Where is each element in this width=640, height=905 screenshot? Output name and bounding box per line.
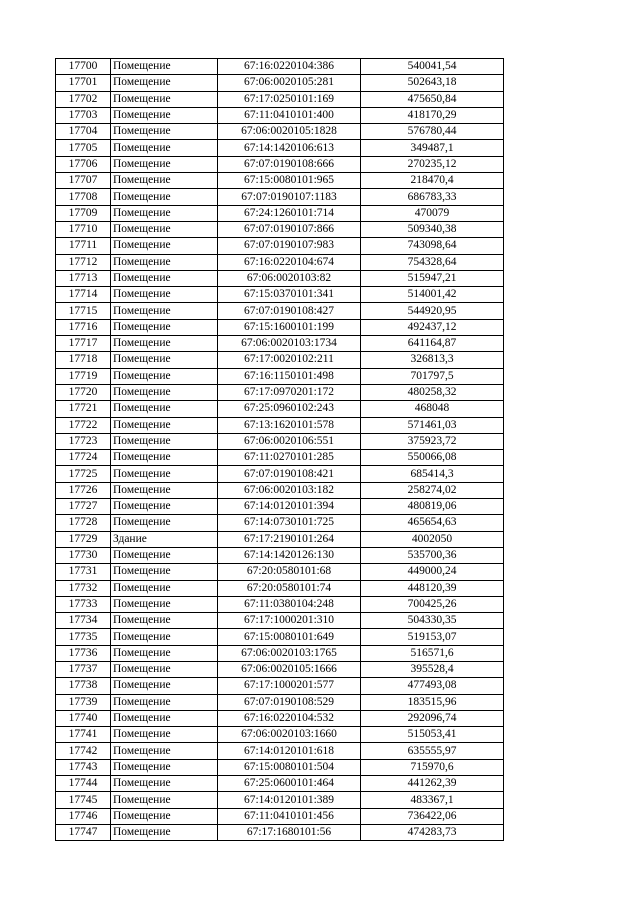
object-type-cell: Помещение [111,466,218,482]
cadastral-number-cell: 67:24:1260101:714 [218,205,361,221]
table-row [56,824,504,840]
cadastral-value-cell: 544920,95 [361,303,504,319]
table-row [56,205,504,221]
cadastral-number-cell: 67:06:0020103:1765 [218,645,361,661]
cadastral-number-cell: 67:17:2190101:264 [218,531,361,547]
object-type-cell: Помещение [111,564,218,580]
cadastral-value-cell: 502643,18 [361,75,504,91]
row-number-cell: 17723 [56,433,111,449]
row-number-cell: 17740 [56,710,111,726]
object-type-cell: Помещение [111,270,218,286]
cadastral-value-cell: 477493,08 [361,678,504,694]
object-type-cell: Помещение [111,694,218,710]
object-type-cell: Помещение [111,743,218,759]
object-type-cell: Помещение [111,727,218,743]
row-number-cell: 17725 [56,466,111,482]
cadastral-number-cell: 67:11:0410101:400 [218,107,361,123]
cadastral-value-cell: 635555,97 [361,743,504,759]
table-row [56,173,504,189]
object-type-cell: Помещение [111,401,218,417]
row-number-cell: 17727 [56,499,111,515]
cadastral-value-cell: 516571,6 [361,645,504,661]
cadastral-number-cell: 67:06:0020103:182 [218,482,361,498]
cadastral-number-cell: 67:17:1680101:56 [218,824,361,840]
table-row [56,743,504,759]
object-type-cell: Помещение [111,124,218,140]
object-type-cell: Помещение [111,580,218,596]
cadastral-number-cell: 67:07:0190108:421 [218,466,361,482]
cadastral-value-cell: 540041,54 [361,59,504,75]
cadastral-number-cell: 67:07:0190107:983 [218,238,361,254]
cadastral-number-cell: 67:15:0080101:649 [218,629,361,645]
cadastral-value-cell: 685414,3 [361,466,504,482]
object-type-cell: Помещение [111,710,218,726]
object-type-cell: Помещение [111,384,218,400]
row-number-cell: 17730 [56,547,111,563]
table-row [56,319,504,335]
cadastral-number-cell: 67:11:0410101:456 [218,808,361,824]
row-number-cell: 17708 [56,189,111,205]
cadastral-number-cell: 67:15:0080101:965 [218,173,361,189]
table-row [56,710,504,726]
cadastral-number-cell: 67:15:1600101:199 [218,319,361,335]
row-number-cell: 17718 [56,352,111,368]
row-number-cell: 17702 [56,91,111,107]
cadastral-number-cell: 67:25:0960102:243 [218,401,361,417]
table-row [56,531,504,547]
object-type-cell: Помещение [111,368,218,384]
row-number-cell: 17707 [56,173,111,189]
object-type-cell: Помещение [111,140,218,156]
cadastral-number-cell: 67:17:0970201:172 [218,384,361,400]
table-row [56,287,504,303]
object-type-cell: Помещение [111,205,218,221]
cadastral-number-cell: 67:16:0220104:386 [218,59,361,75]
table-row [56,270,504,286]
cadastral-number-cell: 67:06:0020103:1734 [218,336,361,352]
table-row [56,368,504,384]
cadastral-number-cell: 67:06:0020105:281 [218,75,361,91]
table-body [56,59,504,841]
row-number-cell: 17710 [56,221,111,237]
object-type-cell: Помещение [111,156,218,172]
object-type-cell: Помещение [111,59,218,75]
object-type-cell: Здание [111,531,218,547]
table-row [56,661,504,677]
cadastral-number-cell: 67:11:0380104:248 [218,596,361,612]
row-number-cell: 17706 [56,156,111,172]
table-row [56,759,504,775]
cadastral-value-cell: 395528,4 [361,661,504,677]
cadastral-value-cell: 468048 [361,401,504,417]
cadastral-number-cell: 67:07:0190108:666 [218,156,361,172]
cadastral-value-cell: 736422,06 [361,808,504,824]
cadastral-number-cell: 67:07:0190108:529 [218,694,361,710]
row-number-cell: 17715 [56,303,111,319]
cadastral-number-cell: 67:17:0250101:169 [218,91,361,107]
cadastral-value-cell: 515947,21 [361,270,504,286]
cadastral-value-cell: 258274,02 [361,482,504,498]
cadastral-value-cell: 483367,1 [361,792,504,808]
object-type-cell: Помещение [111,678,218,694]
cadastral-number-cell: 67:16:1150101:498 [218,368,361,384]
table-row [56,140,504,156]
cadastral-value-cell: 509340,38 [361,221,504,237]
row-number-cell: 17744 [56,776,111,792]
object-type-cell: Помещение [111,254,218,270]
object-type-cell: Помещение [111,661,218,677]
cadastral-number-cell: 67:14:1420106:613 [218,140,361,156]
cadastral-value-cell: 218470,4 [361,173,504,189]
row-number-cell: 17746 [56,808,111,824]
cadastral-number-cell: 67:15:0080101:504 [218,759,361,775]
cadastral-number-cell: 67:13:1620101:578 [218,417,361,433]
cadastral-value-cell: 4002050 [361,531,504,547]
cadastral-value-cell: 375923,72 [361,433,504,449]
row-number-cell: 17734 [56,613,111,629]
cadastral-number-cell: 67:14:0120101:389 [218,792,361,808]
row-number-cell: 17721 [56,401,111,417]
object-type-cell: Помещение [111,107,218,123]
cadastral-value-cell: 571461,03 [361,417,504,433]
cadastral-number-cell: 67:06:0020105:1828 [218,124,361,140]
cadastral-number-cell: 67:17:1000201:577 [218,678,361,694]
table-row [56,417,504,433]
table-row [56,221,504,237]
table-row [56,401,504,417]
table-row [56,352,504,368]
cadastral-number-cell: 67:06:0020103:1660 [218,727,361,743]
row-number-cell: 17714 [56,287,111,303]
object-type-cell: Помещение [111,433,218,449]
row-number-cell: 17733 [56,596,111,612]
row-number-cell: 17720 [56,384,111,400]
row-number-cell: 17719 [56,368,111,384]
cadastral-number-cell: 67:14:0120101:618 [218,743,361,759]
cadastral-value-cell: 270235,12 [361,156,504,172]
cadastral-value-cell: 448120,39 [361,580,504,596]
object-type-cell: Помещение [111,287,218,303]
cadastral-number-cell: 67:06:0020103:82 [218,270,361,286]
cadastral-value-cell: 535700,36 [361,547,504,563]
table-row [56,499,504,515]
cadastral-value-cell: 700425,26 [361,596,504,612]
table-row [56,384,504,400]
row-number-cell: 17729 [56,531,111,547]
table-row [56,450,504,466]
cadastral-number-cell: 67:17:0020102:211 [218,352,361,368]
object-type-cell: Помещение [111,596,218,612]
row-number-cell: 17704 [56,124,111,140]
cadastral-number-cell: 67:16:0220104:674 [218,254,361,270]
table-row [56,303,504,319]
cadastral-number-cell: 67:07:0190107:1183 [218,189,361,205]
row-number-cell: 17724 [56,450,111,466]
table-row [56,792,504,808]
cadastral-value-cell: 326813,3 [361,352,504,368]
object-type-cell: Помещение [111,808,218,824]
row-number-cell: 17728 [56,515,111,531]
row-number-cell: 17711 [56,238,111,254]
row-number-cell: 17736 [56,645,111,661]
cadastral-value-cell: 183515,96 [361,694,504,710]
row-number-cell: 17703 [56,107,111,123]
row-number-cell: 17700 [56,59,111,75]
cadastral-value-cell: 441262,39 [361,776,504,792]
object-type-cell: Помещение [111,482,218,498]
object-type-cell: Помещение [111,776,218,792]
cadastral-number-cell: 67:14:0730101:725 [218,515,361,531]
cadastral-value-cell: 492437,12 [361,319,504,335]
cadastral-value-cell: 519153,07 [361,629,504,645]
object-type-cell: Помещение [111,91,218,107]
cadastral-value-cell: 504330,35 [361,613,504,629]
table-row [56,107,504,123]
property-table [55,58,504,841]
object-type-cell: Помещение [111,613,218,629]
table-row [56,727,504,743]
table-row [56,808,504,824]
cadastral-value-cell: 686783,33 [361,189,504,205]
object-type-cell: Помещение [111,319,218,335]
row-number-cell: 17713 [56,270,111,286]
table-row [56,75,504,91]
table-row [56,91,504,107]
row-number-cell: 17726 [56,482,111,498]
cadastral-number-cell: 67:20:0580101:68 [218,564,361,580]
row-number-cell: 17717 [56,336,111,352]
object-type-cell: Помещение [111,515,218,531]
cadastral-value-cell: 641164,87 [361,336,504,352]
table-row [56,694,504,710]
cadastral-value-cell: 418170,29 [361,107,504,123]
object-type-cell: Помещение [111,303,218,319]
table-row [56,433,504,449]
cadastral-value-cell: 474283,73 [361,824,504,840]
table-row [56,466,504,482]
cadastral-number-cell: 67:25:0600101:464 [218,776,361,792]
table-row [56,59,504,75]
object-type-cell: Помещение [111,352,218,368]
object-type-cell: Помещение [111,629,218,645]
row-number-cell: 17737 [56,661,111,677]
cadastral-number-cell: 67:14:0120101:394 [218,499,361,515]
table-row [56,564,504,580]
cadastral-value-cell: 480819,06 [361,499,504,515]
object-type-cell: Помещение [111,792,218,808]
table-row [56,580,504,596]
table-row [56,189,504,205]
object-type-cell: Помещение [111,645,218,661]
row-number-cell: 17722 [56,417,111,433]
cadastral-value-cell: 754328,64 [361,254,504,270]
object-type-cell: Помещение [111,173,218,189]
object-type-cell: Помещение [111,417,218,433]
cadastral-value-cell: 514001,42 [361,287,504,303]
row-number-cell: 17735 [56,629,111,645]
row-number-cell: 17731 [56,564,111,580]
object-type-cell: Помещение [111,824,218,840]
table-row [56,629,504,645]
cadastral-number-cell: 67:17:1000201:310 [218,613,361,629]
table-row [56,515,504,531]
cadastral-value-cell: 449000,24 [361,564,504,580]
object-type-cell: Помещение [111,450,218,466]
object-type-cell: Помещение [111,547,218,563]
table-row [56,254,504,270]
cadastral-value-cell: 515053,41 [361,727,504,743]
cadastral-value-cell: 576780,44 [361,124,504,140]
row-number-cell: 17712 [56,254,111,270]
row-number-cell: 17709 [56,205,111,221]
table-row [56,613,504,629]
cadastral-value-cell: 475650,84 [361,91,504,107]
cadastral-value-cell: 550066,08 [361,450,504,466]
cadastral-value-cell: 743098,64 [361,238,504,254]
object-type-cell: Помещение [111,238,218,254]
row-number-cell: 17742 [56,743,111,759]
cadastral-value-cell: 292096,74 [361,710,504,726]
table-row [56,776,504,792]
table-row [56,336,504,352]
row-number-cell: 17701 [56,75,111,91]
cadastral-number-cell: 67:07:0190108:427 [218,303,361,319]
row-number-cell: 17743 [56,759,111,775]
cadastral-value-cell: 465654,63 [361,515,504,531]
table-row [56,482,504,498]
object-type-cell: Помещение [111,336,218,352]
row-number-cell: 17741 [56,727,111,743]
cadastral-number-cell: 67:15:0370101:341 [218,287,361,303]
table-row [56,547,504,563]
cadastral-value-cell: 470079 [361,205,504,221]
table-row [56,645,504,661]
table-row [56,238,504,254]
row-number-cell: 17747 [56,824,111,840]
cadastral-number-cell: 67:16:0220104:532 [218,710,361,726]
cadastral-value-cell: 480258,32 [361,384,504,400]
object-type-cell: Помещение [111,75,218,91]
object-type-cell: Помещение [111,499,218,515]
row-number-cell: 17738 [56,678,111,694]
row-number-cell: 17739 [56,694,111,710]
object-type-cell: Помещение [111,759,218,775]
table-row [56,678,504,694]
cadastral-value-cell: 715970,6 [361,759,504,775]
cadastral-number-cell: 67:06:0020106:551 [218,433,361,449]
row-number-cell: 17716 [56,319,111,335]
cadastral-number-cell: 67:06:0020105:1666 [218,661,361,677]
row-number-cell: 17745 [56,792,111,808]
cadastral-number-cell: 67:11:0270101:285 [218,450,361,466]
table-row [56,596,504,612]
cadastral-value-cell: 349487,1 [361,140,504,156]
cadastral-number-cell: 67:07:0190107:866 [218,221,361,237]
cadastral-number-cell: 67:14:1420126:130 [218,547,361,563]
row-number-cell: 17732 [56,580,111,596]
table-row [56,156,504,172]
table-row [56,124,504,140]
object-type-cell: Помещение [111,221,218,237]
row-number-cell: 17705 [56,140,111,156]
object-type-cell: Помещение [111,189,218,205]
cadastral-value-cell: 701797,5 [361,368,504,384]
cadastral-number-cell: 67:20:0580101:74 [218,580,361,596]
